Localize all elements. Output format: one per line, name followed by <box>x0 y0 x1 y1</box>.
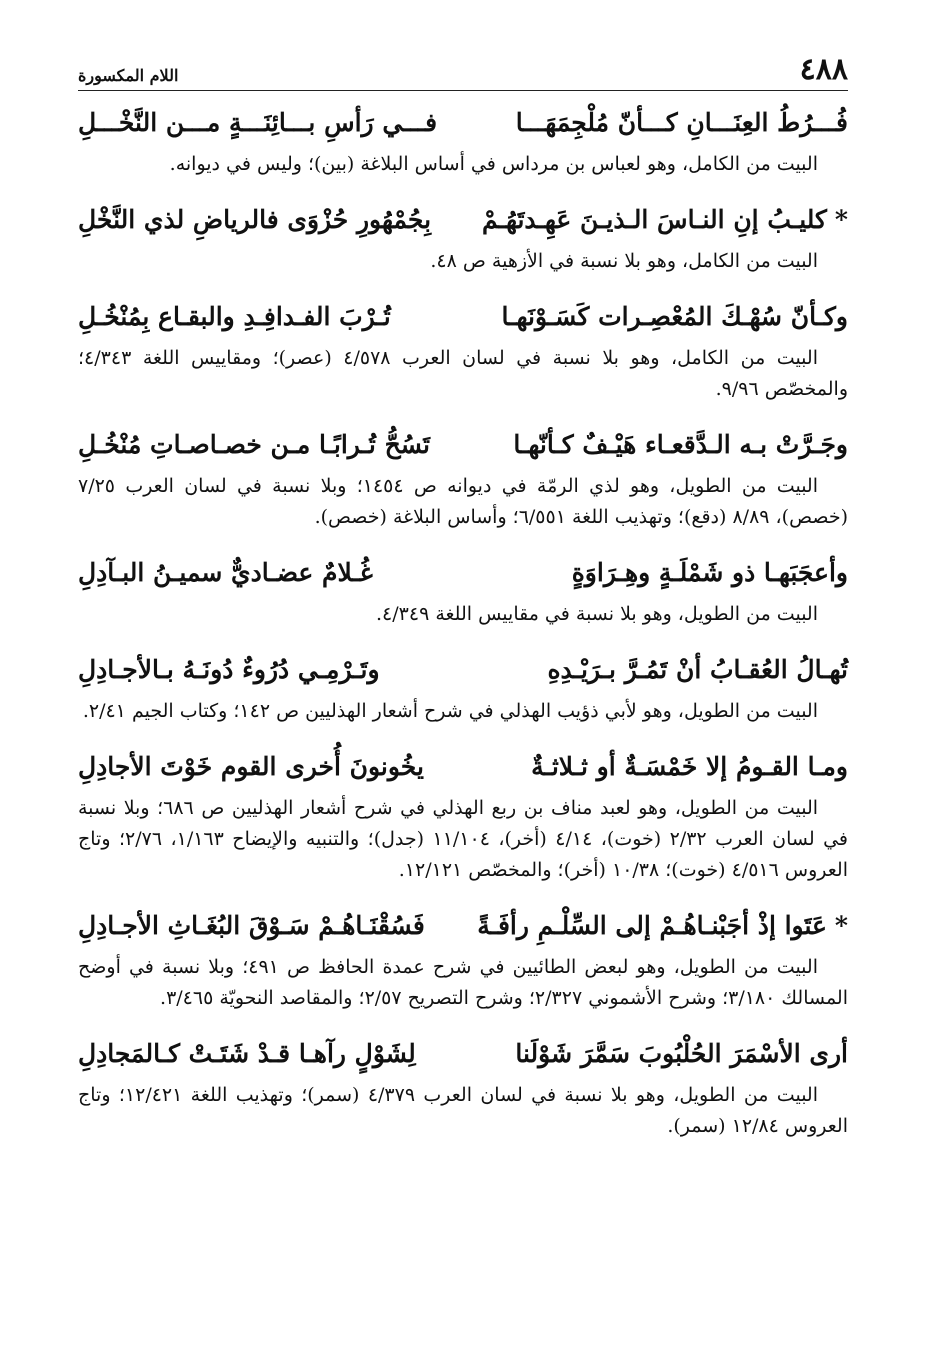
source-note: البيت من الطويل، وهو لذي الرمّة في ديوانه ص ١٤٥٤؛ وبلا نسبة في لسان العرب ٧/٢٥ (خصص)، ٨/٨٩ (دقع)؛ وتهذيب اللغة ٦/٥٥١؛ وأساس البلاغة (خصص). <box>78 475 848 528</box>
running-title: اللام المكسورة <box>78 66 179 85</box>
first-hemistich-text: عَتَوا إذْ أجَبْنـاهُـمْ إلى السِّلْـمِ رأفَـةً <box>477 911 827 940</box>
verse-line <box>78 291 848 343</box>
book-page <box>78 48 848 1156</box>
verse-line <box>78 1028 848 1080</box>
first-hemistich-text: ومـا القـومُ إلا خَمْسَـةٌ أو ثـلاثـةٌ <box>531 752 848 781</box>
poetry-entry <box>78 419 848 533</box>
source-note: البيت من الطويل، وهو لعبد مناف بن ربع الهذلي في شرح أشعار الهذليين ص ٦٨٦؛ وبلا نسبة في لسان العرب ٢/٣٢ (خوت)، ٤/١٤ (أخر)، ١١/١٠٤ (جدل)؛ والتنبيه والإيضاح ١/١٦٣، ٢/٧٦؛ وتاج العروس ٤/٥١٦ (خوت)؛ ١٠/٣٨ (أخر)؛ والمخصّص ١٢/١٢١. <box>78 797 848 881</box>
first-hemistich <box>572 547 848 599</box>
poetry-entry <box>78 644 848 727</box>
first-hemistich <box>513 419 848 471</box>
verse-line <box>78 644 848 696</box>
source-note: البيت من الطويل، وهو لأبي ذؤيب الهذلي في شرح أشعار الهذليين ص ١٤٢؛ وكتاب الجيم ٢/٤١. <box>82 700 818 722</box>
first-hemistich-text: أرى الأسْمَرَ الحُلْبُوبَ سَمَّرَ شَوْلَنا <box>515 1039 848 1068</box>
first-hemistich <box>531 741 848 793</box>
second-hemistich: يخُونونَ أُخرى القوم خَوْتَ الأجادِلِ <box>78 752 424 781</box>
poetry-entry <box>78 741 848 886</box>
page-number: ٤٨٨ <box>799 52 848 87</box>
source-note: البيت من الكامل، وهو لعباس بن مرداس في أساس البلاغة (بين)؛ وليس في ديوانه. <box>169 153 818 175</box>
first-hemistich <box>515 1028 848 1080</box>
second-hemistich: تَسُحُّ تُـرابًـا مـن خصـاصـاتِ مُنْخُـلِ <box>78 430 430 459</box>
first-hemistich <box>502 291 848 343</box>
first-hemistich <box>477 900 848 952</box>
verse-line <box>78 547 848 599</box>
poetry-entry <box>78 900 848 1014</box>
first-hemistich <box>482 194 848 246</box>
first-hemistich-text: وأعجَبَهـا ذو شَمْلَـةٍ وهِـرَاوَةٍ <box>571 558 848 587</box>
source-note: البيت من الطويل، وهو بلا نسبة في مقاييس اللغة ٤/٣٤٩. <box>376 603 818 625</box>
first-hemistich-text: تُهـالُ العُقـابُ أنْ تَمُـرَّ بـرَيْـدِهِ <box>547 655 848 684</box>
verse-line <box>78 194 848 246</box>
poetry-entry <box>78 97 848 180</box>
second-hemistich: فَسُقْنَـاهُـمْ سَـوْقَ البُغَـاثِ الأجـادِلِ <box>78 911 425 940</box>
first-hemistich <box>516 97 848 149</box>
first-hemistich-text: فُـــرُطُ العِنَـــانِ كـــأنّ مُلْجِمَهَـــا <box>515 108 848 137</box>
page-header <box>78 48 848 91</box>
poetry-entry <box>78 194 848 277</box>
second-hemistich: تُـرْبَ الفـدافِـدِ والبقـاع بِمُنْخُـلِ <box>78 302 391 331</box>
verse-line <box>78 741 848 793</box>
verse-line <box>78 419 848 471</box>
second-hemistich: وتَـرْمِـي دُرُوءٌ دُونَـهُ بـالأجـادِلِ <box>78 655 380 684</box>
source-note: البيت من الطويل، وهو بلا نسبة في لسان العرب ٤/٣٧٩ (سمر)؛ وتهذيب اللغة ١٢/٤٢١؛ وتاج العروس ١٢/٨٤ (سمر). <box>78 1084 848 1137</box>
entries-list <box>78 97 848 1142</box>
second-hemistich: لِشَوْلٍ رآهـا قـدْ شَتَـتْ كـالمَجادِلِ <box>78 1039 416 1068</box>
first-hemistich-text: كليـبُ إنِ النـاسَ الـذيـنَ عَهِـدتَهُـمْ <box>481 205 827 234</box>
verse-line <box>78 97 848 149</box>
source-note: البيت من الكامل، وهو بلا نسبة في الأزهية ص ٤٨. <box>430 250 818 272</box>
second-hemistich: فـــي رَأسِ بـــائِنَـــةٍ مـــن النَّخْـــلِ <box>78 108 438 137</box>
source-note: البيت من الكامل، وهو بلا نسبة في لسان العرب ٤/٥٧٨ (عصر)؛ ومقاييس اللغة ٤/٣٤٣؛ والمخصّص ٩/٩٦. <box>78 347 848 400</box>
first-hemistich-text: وجَـرَّتْ بـه الـدَّقعـاء هَيْـفٌ كـأنّهـا <box>513 430 848 459</box>
poetry-entry <box>78 291 848 405</box>
second-hemistich: بِجُمْهُورِ حُزْوَى فالرياضِ لذي النَّخْلِ <box>78 205 432 234</box>
source-note: البيت من الطويل، وهو لبعض الطائيين في شرح عمدة الحافظ ص ٤٩١؛ وبلا نسبة في أوضح المسالك ٣/١٨٠؛ وشرح الأشموني ٢/٣٢٧؛ وشرح التصريح ٢/٥٧؛ والمقاصد النحويّة ٣/٤٦٥. <box>78 956 848 1009</box>
second-hemistich: غُـلامٌ عضـاديٌّ سميـنُ البـآدِلِ <box>78 558 373 587</box>
star-marker: * <box>834 205 848 234</box>
star-marker: * <box>834 911 848 940</box>
poetry-entry <box>78 547 848 630</box>
first-hemistich <box>547 644 848 696</box>
poetry-entry <box>78 1028 848 1142</box>
verse-line <box>78 900 848 952</box>
first-hemistich-text: وكـأنّ سُهْـكَ المُعْصِـرات كَسَـوْنَهـا <box>501 302 848 331</box>
